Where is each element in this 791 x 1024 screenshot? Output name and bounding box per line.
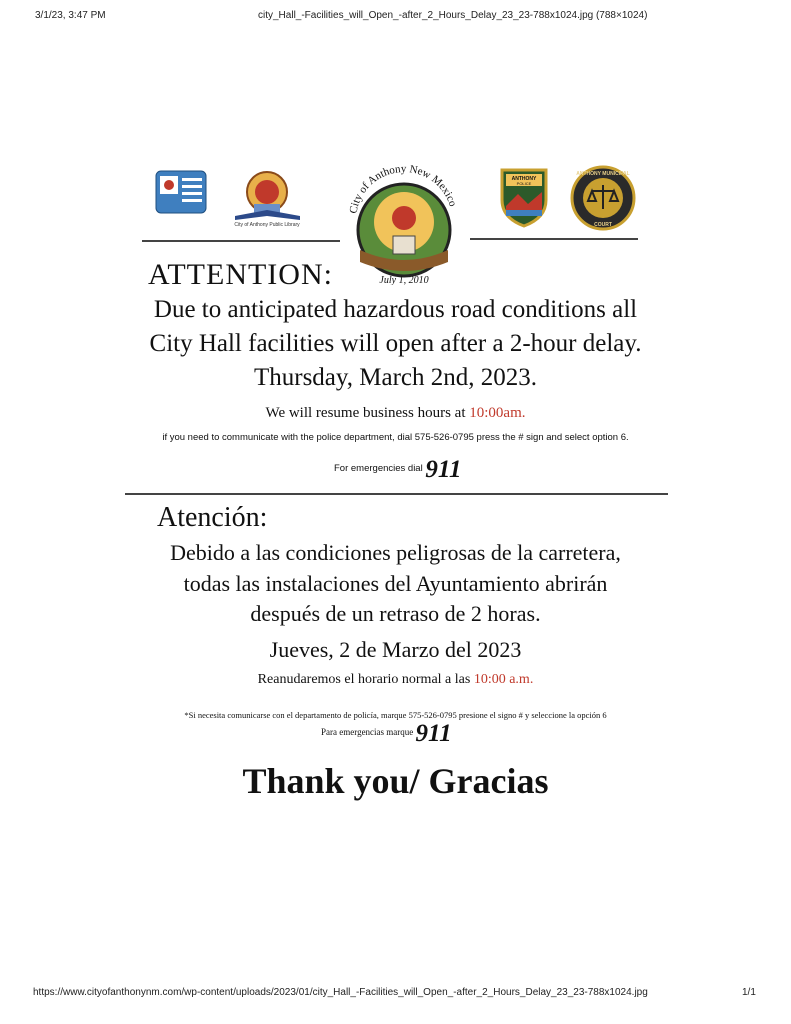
closing-thank-you: Thank you/ Gracias	[242, 761, 549, 801]
print-title: city_Hall_-Facilities_will_Open_-after_2_Hours_Delay_23_23-788x1024.jpg (788×1024)	[258, 10, 648, 21]
spanish-line-2: todas las instalaciones del Ayuntamiento abrirán	[183, 571, 608, 596]
court-bottom-text: COURT	[594, 222, 612, 228]
spanish-emergency-number: 911	[415, 720, 452, 747]
mvd-logo	[155, 170, 207, 214]
spanish-heading: Atención:	[157, 502, 268, 533]
municipal-court-logo	[570, 165, 636, 231]
spanish-emergency-prefix: Para emergencias marque	[321, 727, 416, 737]
print-page-count: 1/1	[742, 987, 756, 998]
logo-rule-right	[470, 238, 638, 240]
spanish-date: Jueves, 2 de Marzo del 2023	[269, 637, 522, 662]
police-badge-logo	[498, 166, 550, 228]
english-emergency-prefix: For emergencies dial	[334, 463, 426, 474]
court-top-text: ANTHONY MUNICIPAL	[576, 171, 630, 177]
english-police-note: if you need to communicate with the police department, dial 575-526-0795 press the # sign and select option 6.	[162, 432, 629, 443]
english-date: Thursday, March 2nd, 2023.	[253, 364, 538, 391]
english-line-1: Due to anticipated hazardous road conditions all	[153, 296, 638, 323]
english-heading: ATTENTION:	[148, 258, 333, 291]
police-top-text: ANTHONY	[511, 176, 537, 182]
print-timestamp: 3/1/23, 3:47 PM	[35, 10, 106, 21]
section-divider	[125, 493, 668, 495]
city-seal-logo	[338, 150, 470, 285]
city-seal-top-text: City of Anthony New Mexico	[347, 162, 459, 215]
spanish-emergency	[321, 720, 452, 748]
english-resume-prefix: We will resume business hours at	[265, 405, 470, 421]
english-line-2: City Hall facilities will open after a 2-hour delay.	[149, 330, 642, 357]
spanish-line-3: después de un retraso de 2 horas.	[250, 601, 541, 626]
english-emergency	[334, 456, 461, 484]
police-sub-text: POLICE	[516, 181, 532, 186]
english-resume-time: 10:00am.	[469, 405, 526, 421]
spanish-police-note: *Si necesita comunicarse con el departamento de policía, marque 575-526-0795 presione el signo # y seleccione la opción 6	[184, 710, 607, 720]
logo-rule-left	[142, 240, 340, 242]
spanish-resume-hours	[0, 672, 791, 688]
english-emergency-number: 911	[425, 456, 462, 483]
spanish-line-1: Debido a las condiciones peligrosas de la carretera,	[170, 540, 621, 565]
library-caption: City of Anthony Public Library	[234, 222, 300, 228]
spanish-resume-prefix: Reanudaremos el horario normal a las	[257, 672, 474, 687]
city-seal-date: July 1, 2010	[379, 275, 429, 285]
library-logo	[230, 170, 305, 228]
english-resume-hours	[0, 405, 791, 422]
spanish-resume-time: 10:00 a.m.	[473, 672, 534, 687]
print-url[interactable]: https://www.cityofanthonynm.com/wp-content/uploads/2023/01/city_Hall_-Facilities_will_Open_-after_2_Hours_Delay_23_23-788x1024.jpg	[33, 987, 648, 998]
